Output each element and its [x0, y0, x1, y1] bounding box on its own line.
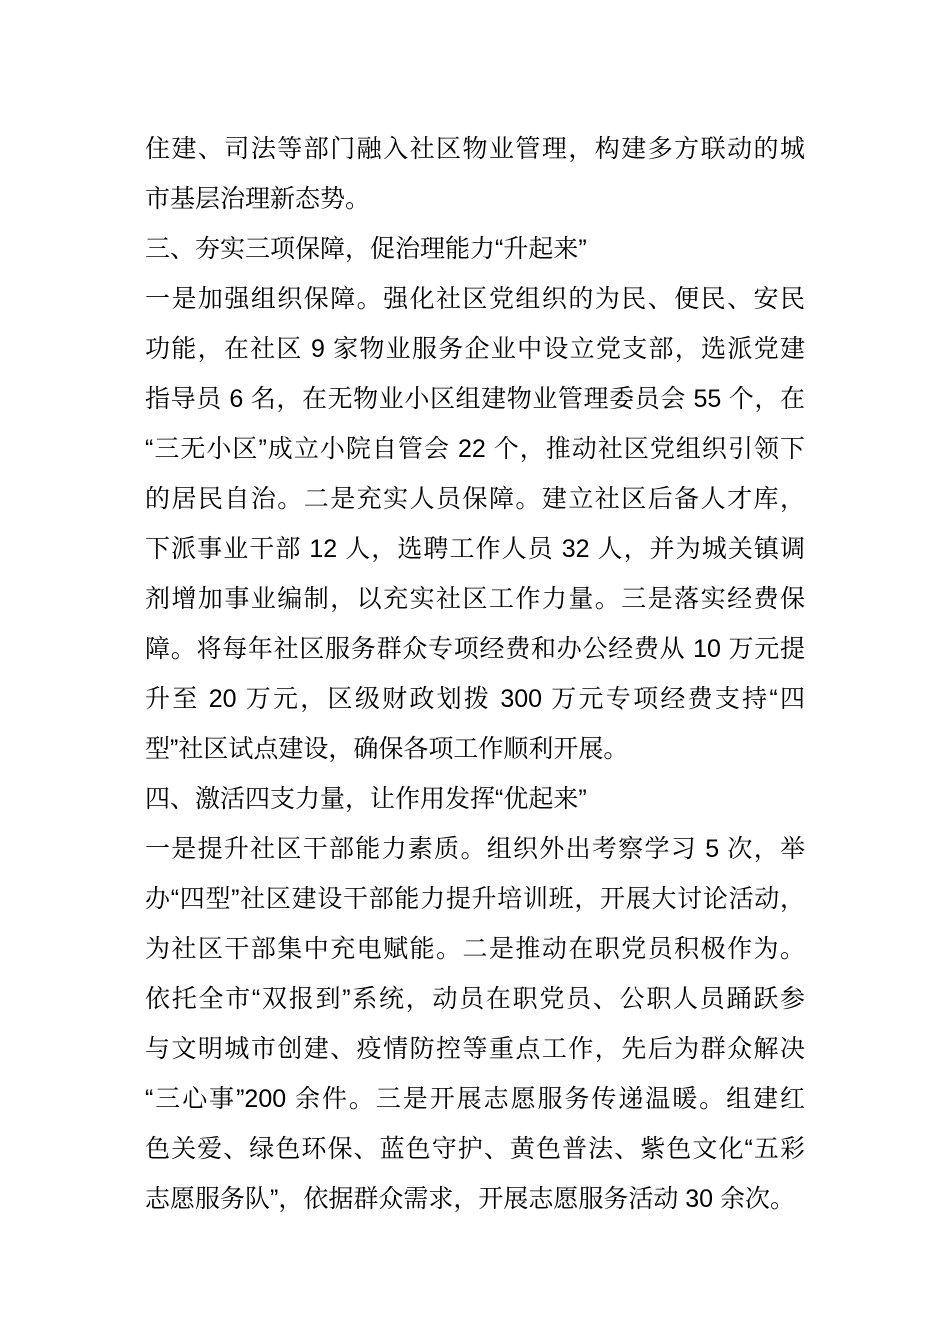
text-line: 型”社区试点建设，确保各项工作顺利开展。: [145, 735, 629, 763]
text-line: 升至 20 万元，区级财政划拨 300 万元专项经费支持“四: [145, 685, 805, 713]
text-line: 为社区干部集中充电赋能。二是推动在职党员积极作为。: [145, 935, 805, 963]
text-line: 色关爱、绿色环保、蓝色守护、黄色普法、紫色文化“五彩: [145, 1135, 805, 1163]
text-line: 依托全市“双报到”系统，动员在职党员、公职人员踊跃参: [145, 985, 805, 1013]
text-line: 的居民自治。二是充实人员保障。建立社区后备人才库，: [145, 485, 805, 513]
section-heading: 三、夯实三项保障，促治理能力“升起来”: [145, 235, 587, 263]
text-line: “三心事”200 余件。三是开展志愿服务传递温暖。组建红: [145, 1085, 805, 1113]
text-line: 与文明城市创建、疫情防控等重点工作，先后为群众解决: [145, 1035, 805, 1063]
text-line: 指导员 6 名，在无物业小区组建物业管理委员会 55 个，在: [145, 385, 805, 413]
document-text-block: [145, 124, 805, 1224]
text-line: 住建、司法等部门融入社区物业管理，构建多方联动的城: [145, 135, 805, 163]
text-line: 功能，在社区 9 家物业服务企业中设立党支部，选派党建: [145, 335, 805, 363]
text-line: 志愿服务队”，依据群众需求，开展志愿服务活动 30 余次。: [145, 1185, 796, 1213]
text-line: “三无小区”成立小院自管会 22 个，推动社区党组织引领下: [145, 435, 805, 463]
text-line: 下派事业干部 12 人，选聘工作人员 32 人，并为城关镇调: [145, 535, 805, 563]
text-line: 剂增加事业编制，以充实社区工作力量。三是落实经费保: [145, 585, 805, 613]
text-line: 障。将每年社区服务群众专项经费和办公经费从 10 万元提: [145, 635, 805, 663]
text-line: 市基层治理新态势。: [145, 185, 371, 213]
text-line: 办“四型”社区建设干部能力提升培训班，开展大讨论活动，: [145, 885, 805, 913]
section-heading: 四、激活四支力量，让作用发挥“优起来”: [145, 785, 587, 813]
text-line: 一是提升社区干部能力素质。组织外出考察学习 5 次，举: [145, 835, 805, 863]
text-line: 一是加强组织保障。强化社区党组织的为民、便民、安民: [145, 285, 805, 313]
